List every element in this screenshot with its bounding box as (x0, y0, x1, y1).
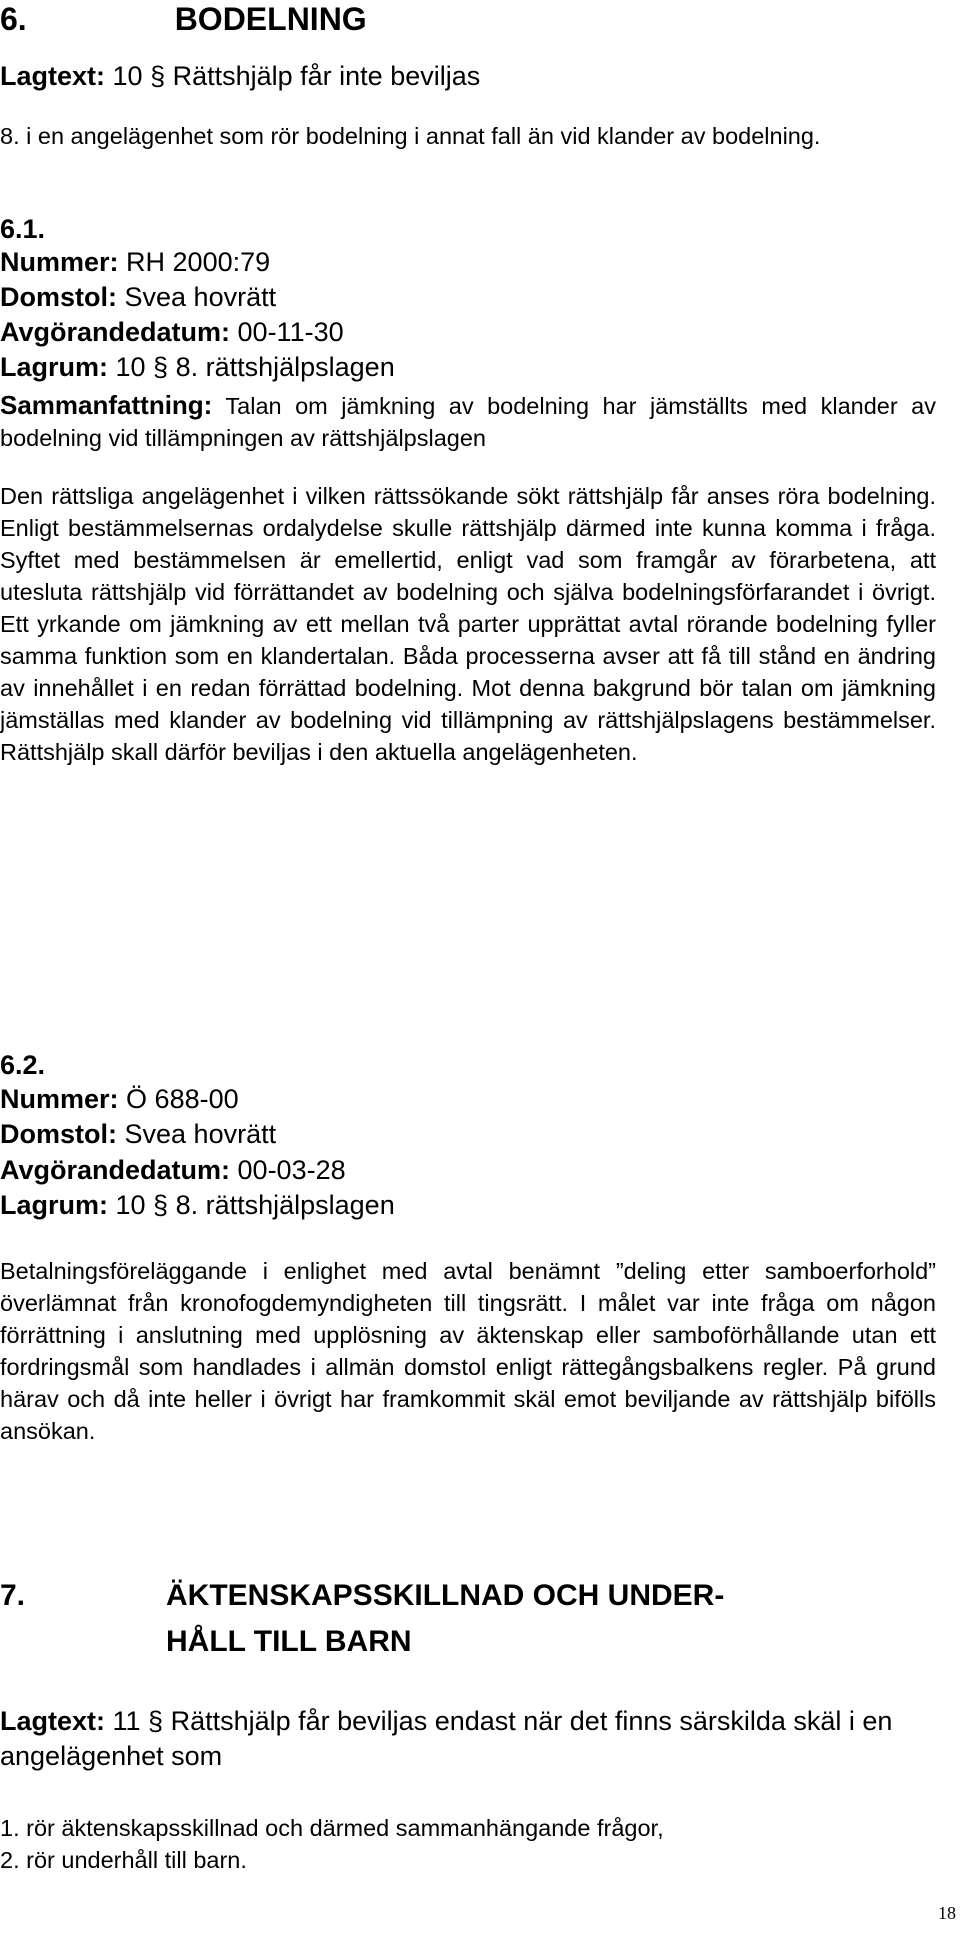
lagtext-text: 10 § Rättshjälp får inte beviljas (112, 61, 481, 91)
nummer-value: RH 2000:79 (126, 247, 271, 277)
section-7-lagtext (0, 1704, 936, 1774)
domstol-label: Domstol: (0, 282, 117, 312)
lagtext-text: 11 § Rättshjälp får beviljas endast när det finns särskilda skäl i en angelägenhet som (0, 1706, 893, 1771)
case-2-domstol (0, 1117, 936, 1152)
section-6-number: 6. (0, 1, 27, 37)
sammanfattning-text: Talan om jämkning av bodelning har jämställts med klander av bodelning vid tillämpningen av rättshjälpslagen (0, 393, 936, 451)
case-1-domstol (0, 280, 936, 315)
list-item-1: 1. rör äktenskapsskillnad och därmed sammanhängande frågor, (0, 1815, 664, 1841)
section-6-title: BODELNING (174, 1, 367, 37)
section-7-title-line-1: ÄKTENSKAPSSKILLNAD OCH UNDER- (166, 1579, 725, 1612)
datum-label: Avgörandedatum: (0, 1155, 231, 1185)
lagrum-label: Lagrum: (0, 352, 108, 382)
sammanfattning-label: Sammanfattning: (0, 390, 213, 420)
lagtext-label: Lagtext: (0, 61, 106, 91)
case-1-body-text: Den rättsliga angelägenhet i vilken rättssökande sökt rättshjälp får anses röra bodelning. Enligt bestämmelsernas ordalydelse skulle rättshjälp därmed inte kunna komma i fråga. Syftet med bestämmelsen är emellertid, enligt vad som framgår av förarbetena, att utesluta rättshjälp vid förrättandet av bodelning och själva bodelningsförfarandet i övrigt. Ett yrkande om jämkning av ett mellan två parter upprättat avtal rörande bodelning fyller samma funktion som en klandertalan. Båda processerna avser att få till stånd en ändring av innehållet i en redan förrättad bodelning. Mot denna bakgrund bör talan om jämkning jämställas med klander av bodelning vid tillämpning av rättshjälpslagens bestämmelser. Rättshjälp skall därför beviljas i den aktuella angelägenheten. (0, 483, 936, 765)
page-number: 18 (938, 1903, 956, 1923)
case-1-datum (0, 315, 936, 350)
case-2-body (0, 1255, 936, 1447)
lagrum-label: Lagrum: (0, 1190, 108, 1220)
lagrum-value: 10 § 8. rättshjälpslagen (115, 1190, 395, 1220)
lagrum-value: 10 § 8. rättshjälpslagen (115, 352, 395, 382)
domstol-label: Domstol: (0, 1119, 117, 1149)
section-7-title-line-2: HÅLL TILL BARN (166, 1625, 412, 1658)
section-7-list (0, 1812, 936, 1876)
lagtext-item-text: 8. i en angelägenhet som rör bodelning i annat fall än vid klander av bodelning. (0, 123, 821, 149)
case-1-nummer (0, 245, 936, 280)
lagtext-label: Lagtext: (0, 1706, 106, 1736)
datum-value: 00-11-30 (237, 317, 344, 347)
nummer-label: Nummer: (0, 1084, 119, 1114)
nummer-value: Ö 688-00 (126, 1084, 239, 1114)
section-7-number: 7. (0, 1579, 26, 1612)
case-1-sammanfattning (0, 389, 936, 454)
nummer-label: Nummer: (0, 247, 119, 277)
case-1-body (0, 480, 936, 768)
domstol-value: Svea hovrätt (124, 282, 277, 312)
case-1-number: 6.1. (0, 214, 46, 244)
case-2-nummer (0, 1082, 936, 1117)
list-item-2: 2. rör underhåll till barn. (0, 1847, 247, 1873)
section-6-lagtext-item (0, 120, 936, 152)
case-1-lagrum (0, 350, 936, 385)
datum-value: 00-03-28 (237, 1155, 346, 1185)
section-6-heading (0, 0, 936, 38)
section-6-lagtext (0, 59, 936, 94)
case-2-datum (0, 1153, 936, 1188)
case-2-lagrum (0, 1188, 936, 1223)
case-2-number: 6.2. (0, 1050, 46, 1080)
datum-label: Avgörandedatum: (0, 317, 231, 347)
case-2-body-text: Betalningsföreläggande i enlighet med avtal benämnt ”deling etter samboerforhold” överlämnat från kronofogdemyndigheten till tingsrätt. I målet var inte fråga om någon förrättning i anslutning med upplösning av äktenskap eller samboförhållande utan ett fordringsmål som handlades i allmän domstol enligt rättegångsbalkens regler. På grund härav och då inte heller i övrigt har framkommit skäl emot beviljande av rättshjälp bifölls ansökan. (0, 1258, 936, 1444)
domstol-value: Svea hovrätt (124, 1119, 277, 1149)
